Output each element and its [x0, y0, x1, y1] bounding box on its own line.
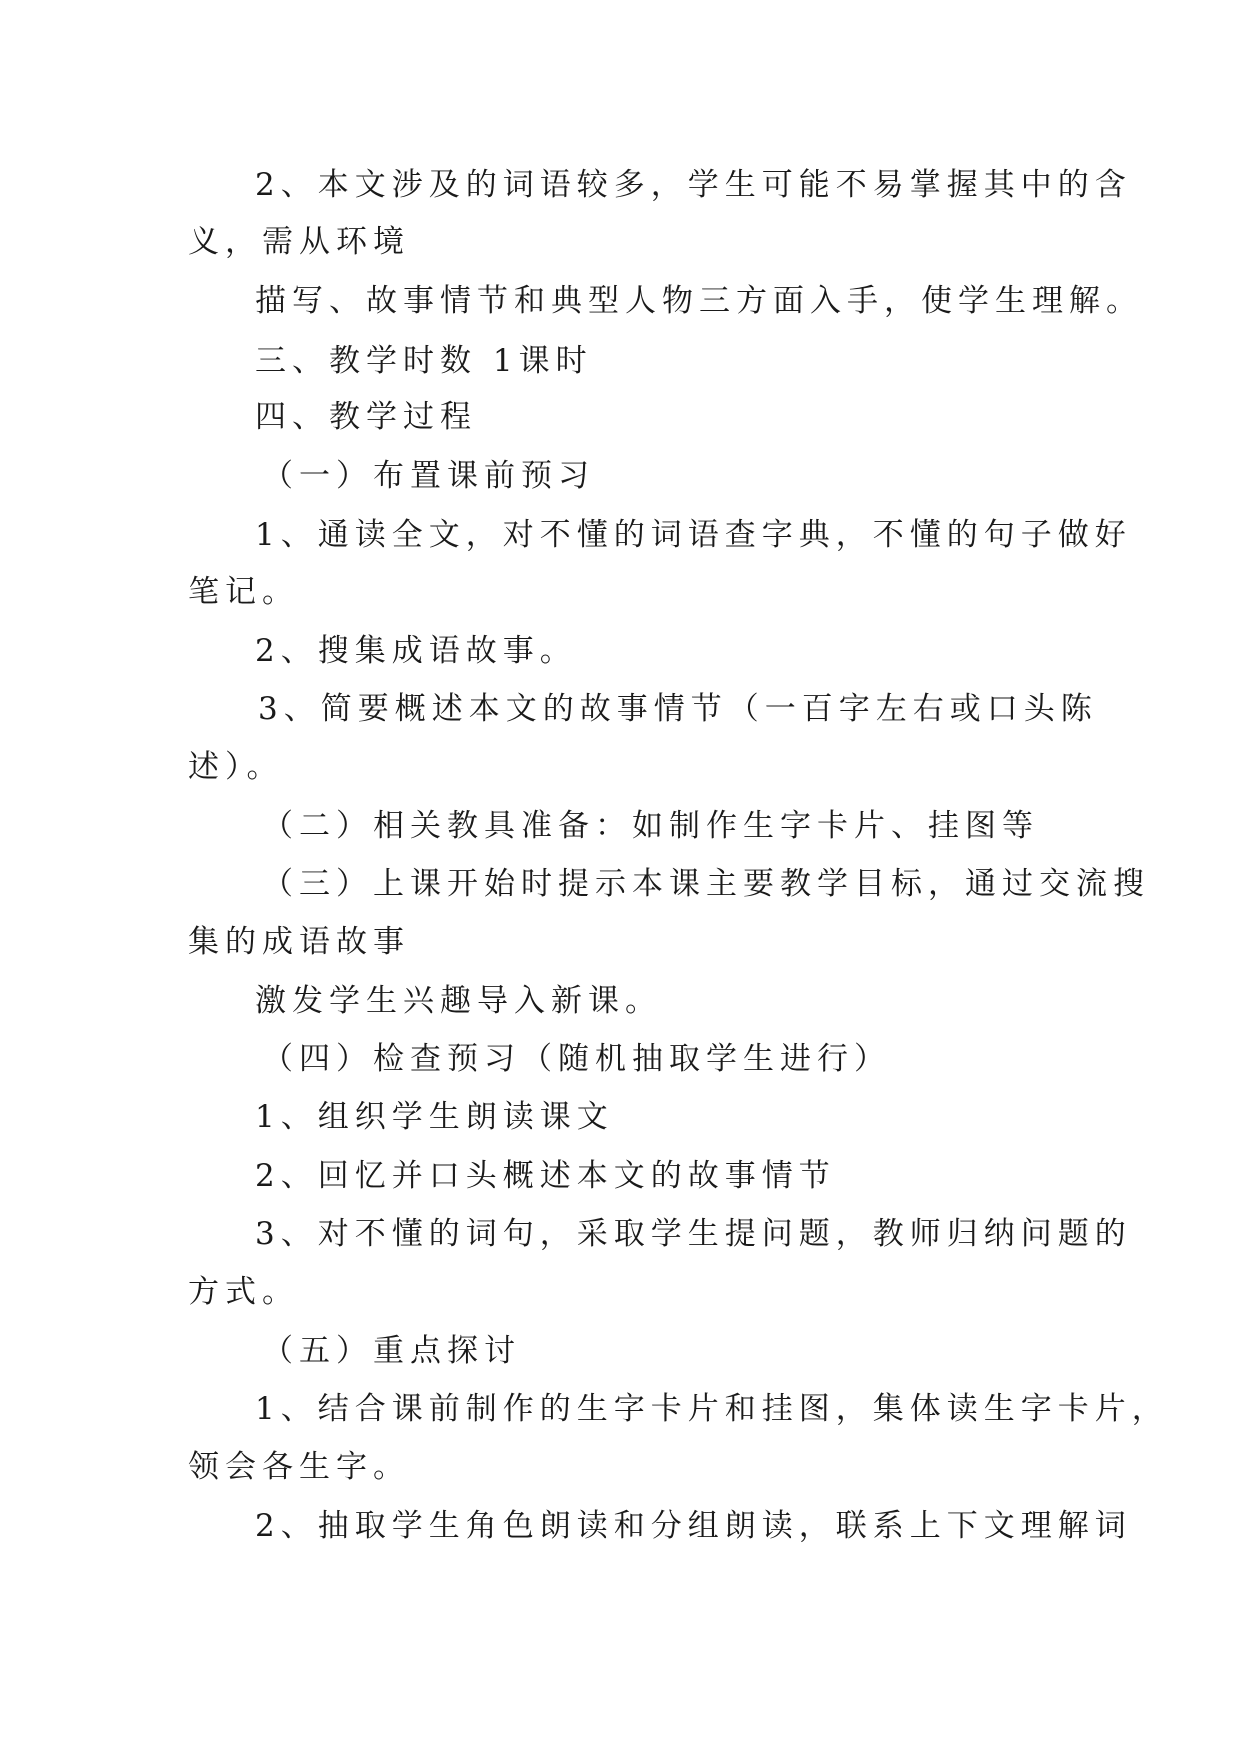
text-line: 3、对不懂的词句，采取学生提问题，教师归纳问题的 — [255, 1216, 1132, 1252]
text-line: （一）布置课前预习 — [262, 458, 595, 494]
text-line: （四）检查预习（随机抽取学生进行） — [262, 1041, 891, 1077]
text-line: 2、本文涉及的词语较多，学生可能不易掌握其中的含 — [255, 167, 1132, 203]
text-line: 三、教学时数 1课时 — [255, 343, 593, 379]
text-line: 2、搜集成语故事。 — [255, 633, 577, 669]
text-line: 领会各生字。 — [188, 1449, 410, 1485]
text-line: 义，需从环境 — [188, 224, 410, 260]
text-line: 述）。 — [188, 749, 284, 785]
text-line: （五）重点探讨 — [262, 1333, 521, 1369]
text-line: 1、结合课前制作的生字卡片和挂图，集体读生字卡片， — [255, 1391, 1169, 1427]
text-line: 激发学生兴趣导入新课。 — [255, 983, 662, 1019]
text-line: 四、教学过程 — [255, 399, 477, 435]
text-line: 集的成语故事 — [188, 924, 410, 960]
text-line: 2、抽取学生角色朗读和分组朗读，联系上下文理解词 — [255, 1508, 1132, 1544]
text-line: （三）上课开始时提示本课主要教学目标，通过交流搜 — [262, 866, 1150, 902]
text-line: 笔记。 — [188, 574, 299, 610]
text-line: 1、通读全文，对不懂的词语查字典，不懂的句子做好 — [255, 517, 1132, 553]
text-line: 3、简要概述本文的故事情节（一百字左右或口头陈 — [258, 691, 1098, 727]
text-line: 1、组织学生朗读课文 — [255, 1099, 614, 1135]
text-line: 2、回忆并口头概述本文的故事情节 — [255, 1158, 836, 1194]
text-line: 描写、故事情节和典型人物三方面入手，使学生理解。 — [255, 283, 1143, 319]
text-line: 方式。 — [188, 1274, 299, 1310]
text-line: （二）相关教具准备：如制作生字卡片、挂图等 — [262, 808, 1039, 844]
